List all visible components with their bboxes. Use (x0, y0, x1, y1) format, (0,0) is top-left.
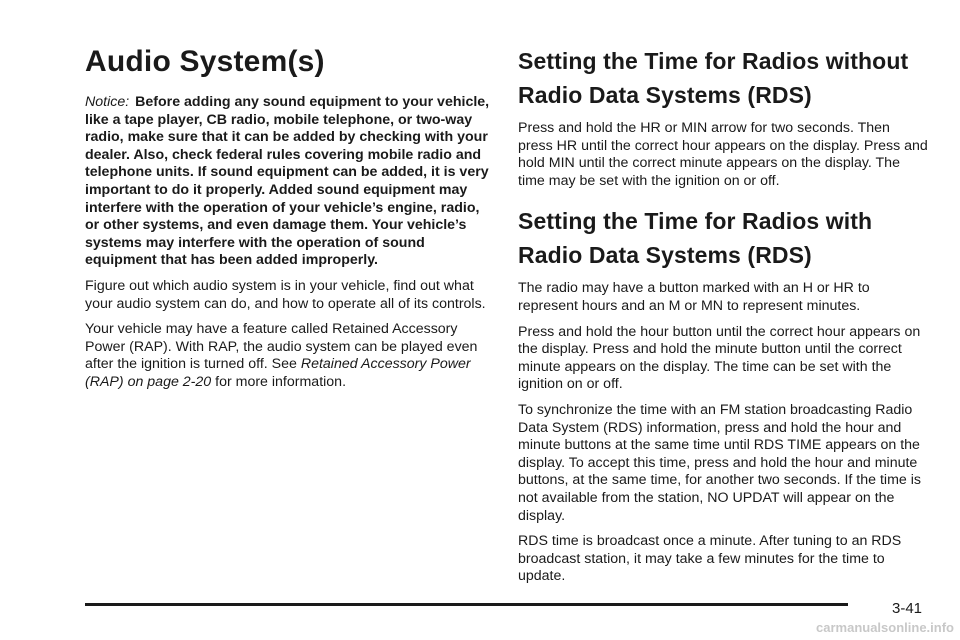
section-heading-with-rds: Setting the Time for Radios with Radio Data Systems (RDS) (518, 208, 873, 269)
section-heading-without-rds: Setting the Time for Radios without Radio Data Systems (RDS) (518, 48, 909, 108)
page-number: 3-41 (892, 600, 923, 617)
notice-text: Before adding any sound equipment to your vehicle, like a tape player, CB radio, mobile telephone, or two-way radio, make sure that it can be added by checking with your dealer. Also, check federal rules covering mobile radio and telephone units. If sound equipment can be added, it is very important to do it properly. Added sound equipment may interfere with the operation of your vehicle’s engine, radio, or other systems, and even damage them. Your vehicle’s systems may interfere with the operation of sound equipment that has been added improperly. (85, 94, 490, 269)
with-rds-paragraph-3: To synchronize the time with an FM station broadcasting Radio Data System (RDS) information, press and hold the hour and minute buttons at the same time until RDS TIME appears on the display. To accept this time, press and hold the hour and minute buttons, at the same time, for another two seconds. If the time is not available from the station, NO UPDAT will appear on the display. (518, 401, 921, 524)
rap-text-end: for more information. (211, 373, 347, 390)
footer-rule (85, 603, 848, 606)
with-rds-paragraph-1: The radio may have a button marked with an H or HR to represent hours and an M or MN to represent minutes. (518, 280, 870, 314)
page-title: Audio System(s) (85, 45, 325, 78)
notice-paragraph (85, 94, 490, 270)
notice-label: Notice: (85, 94, 130, 110)
with-rds-paragraph-2: Press and hold the hour button until the correct hour appears on the display. Press and hold the minute button until the correct minute appears on the display. The time can be set with the ignition on or off. (518, 323, 921, 393)
right-column (518, 44, 928, 594)
audio-intro-paragraph: Figure out which audio system is in your vehicle, find out what your audio system can do, and how to operate all of its controls. (85, 277, 486, 312)
watermark: carmanualsonline.info (816, 620, 954, 635)
rap-page-reference: Retained Accessory Power (RAP) on page 2-20 (85, 356, 471, 390)
rap-paragraph (85, 321, 490, 391)
with-rds-paragraph-4: RDS time is broadcast once a minute. After tuning to an RDS broadcast station, it may take a few minutes for the time to update. (518, 533, 902, 585)
without-rds-paragraph: Press and hold the HR or MIN arrow for two seconds. Then press HR until the correct hour appears on the display. Press and hold MIN until the correct minute appears on the display. The time may be set with the ignition on or off. (518, 120, 928, 189)
left-column (85, 44, 490, 400)
rap-text-start: Your vehicle may have a feature called Retained Accessory Power (RAP). With RAP, the audio system can be played even after the ignition is turned off. See (85, 321, 478, 373)
